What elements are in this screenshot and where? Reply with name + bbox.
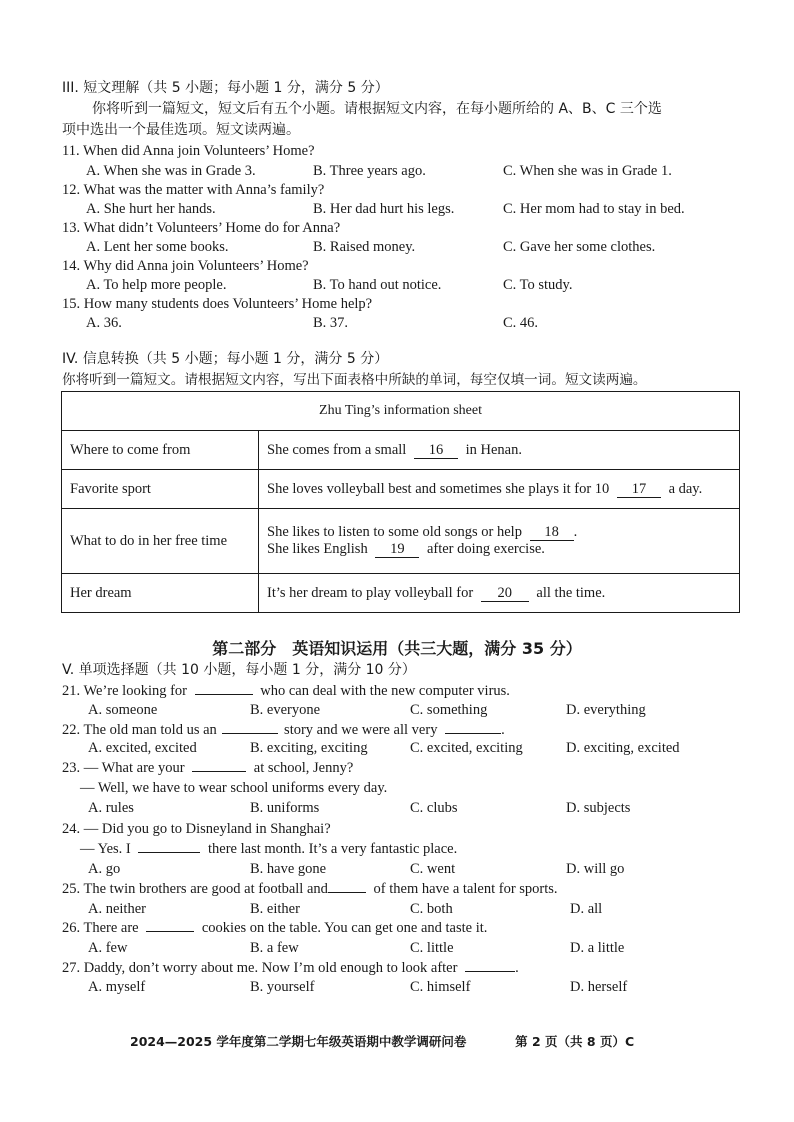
q27-text-pre: 27. Daddy, don’t worry about me. Now I’m old enough to look after [62, 960, 458, 976]
q11-option-a: A. When she was in Grade 3. [86, 163, 256, 179]
blank-18: 18 [530, 525, 574, 541]
q21-blank [195, 694, 253, 695]
q24-option-b: B. have gone [250, 861, 327, 877]
q23-text-post: at school, Jenny? [253, 760, 354, 776]
row2-text-post: a day. [668, 480, 703, 497]
row-value-free-time [259, 509, 740, 574]
q26-text-pre: 26. There are [62, 920, 139, 936]
q23-text-pre: 23. — What are your [62, 760, 185, 776]
q24-text-pre: — Yes. I [80, 841, 131, 857]
q22-option-c: C. excited, exciting [410, 740, 523, 756]
row-label-where-from: Where to come from [62, 431, 259, 470]
row-value-favorite-sport [259, 470, 740, 509]
row3-text-post1: . [573, 524, 578, 540]
q22-text-mid: story and we were all very [284, 722, 438, 738]
q27-text-post: . [515, 960, 519, 976]
row-label-dream: Her dream [62, 574, 259, 613]
q25-option-a: A. neither [88, 901, 146, 917]
section4-intro: 你将听到一篇短文。请根据短文内容，写出下面表格中所缺的单词，每空仅填一词。短文读两遍。 [62, 372, 647, 388]
q12-option-c: C. Her mom had to stay in bed. [503, 201, 685, 217]
question-26 [62, 919, 487, 937]
q23-response: — Well, we have to wear school uniforms every day. [80, 780, 388, 796]
row-value-dream [259, 574, 740, 613]
question-15: 15. How many students does Volunteers’ Home help? [62, 296, 373, 312]
row3-text-post2: after doing exercise. [426, 541, 545, 557]
question-12: 12. What was the matter with Anna’s family? [62, 182, 325, 198]
q25-blank [328, 892, 366, 893]
q27-option-c: C. himself [410, 979, 471, 995]
q26-text-post: cookies on the table. You can get one and taste it. [201, 920, 488, 936]
q22-blank-2 [445, 733, 501, 734]
q22-text-pre: 22. The old man told us an [62, 722, 217, 738]
blank-17: 17 [617, 482, 661, 498]
q26-blank [146, 931, 194, 932]
q22-text-post: . [501, 722, 505, 738]
row1-text-post: in Henan. [465, 441, 522, 458]
question-24: 24. — Did you go to Disneyland in Shanghai? [62, 821, 331, 837]
row2-text-pre: She loves volleyball best and sometimes she plays it for 10 [267, 480, 610, 497]
q26-option-d: D. a little [570, 940, 625, 956]
section3-intro-line1: 你将听到一篇短文，短文后有五个小题。请根据短文内容，在每小题所给的 A、B、C 三个选 [92, 101, 662, 117]
q25-text-post: of them have a talent for sports. [373, 881, 558, 897]
q23-option-d: D. subjects [566, 800, 631, 816]
q12-option-a: A. She hurt her hands. [86, 201, 216, 217]
q21-option-b: B. everyone [250, 702, 321, 718]
q14-option-c: C. To study. [503, 277, 573, 293]
q14-option-a: A. To help more people. [86, 277, 227, 293]
question-25 [62, 880, 558, 898]
q24-text-post: there last month. It’s a very fantastic place. [208, 841, 458, 857]
q23-option-c: C. clubs [410, 800, 458, 816]
question-22 [62, 721, 505, 739]
q21-option-a: A. someone [88, 702, 158, 718]
row-value-where-from [259, 431, 740, 470]
blank-19: 19 [375, 542, 419, 558]
q15-option-a: A. 36. [86, 315, 122, 331]
q27-option-a: A. myself [88, 979, 146, 995]
question-21 [62, 682, 510, 700]
q22-blank-1 [222, 733, 278, 734]
q21-text-post: who can deal with the new computer virus. [260, 683, 510, 699]
q22-option-d: D. exciting, excited [566, 740, 680, 756]
q21-option-c: C. something [410, 702, 488, 718]
information-sheet-table [61, 391, 740, 613]
q26-option-a: A. few [88, 940, 128, 956]
row4-text-post: all the time. [536, 584, 606, 601]
part2-title: 第二部分 英语知识运用（共三大题，满分 35 分） [212, 639, 582, 658]
q24-option-a: A. go [88, 861, 121, 877]
question-27 [62, 959, 519, 977]
q11-option-c: C. When she was in Grade 1. [503, 163, 672, 179]
section5-header: V. 单项选择题（共 10 小题，每小题 1 分，满分 10 分） [62, 662, 416, 678]
q25-text-pre: 25. The twin brothers are good at football and [62, 881, 328, 897]
question-14: 14. Why did Anna join Volunteers’ Home? [62, 258, 309, 274]
question-23 [62, 759, 353, 777]
footer-title: 2024—2025 学年度第二学期七年级英语期中教学调研问卷 [130, 1034, 467, 1049]
q21-text-pre: 21. We’re looking for [62, 683, 188, 699]
footer-page-number: 第 2 页（共 8 页）C [515, 1034, 635, 1049]
q25-option-c: C. both [410, 901, 453, 917]
q13-option-a: A. Lent her some books. [86, 239, 229, 255]
section3-intro-line2: 项中选出一个最佳选项。短文读两遍。 [62, 122, 300, 138]
row-label-free-time: What to do in her free time [62, 509, 259, 574]
q14-option-b: B. To hand out notice. [313, 277, 442, 293]
q24-response [80, 840, 457, 858]
q24-option-d: D. will go [566, 861, 625, 877]
section3-header: III. 短文理解（共 5 小题；每小题 1 分，满分 5 分） [62, 80, 389, 96]
row3-text-pre1: She likes to listen to some old songs or help [267, 524, 522, 540]
q26-option-b: B. a few [250, 940, 299, 956]
question-11: 11. When did Anna join Volunteers’ Home? [62, 143, 315, 159]
row-label-favorite-sport: Favorite sport [62, 470, 259, 509]
q24-blank [138, 852, 200, 853]
blank-20: 20 [481, 586, 529, 602]
q21-option-d: D. everything [566, 702, 646, 718]
q23-option-b: B. uniforms [250, 800, 320, 816]
page-footer [130, 1032, 634, 1050]
q12-option-b: B. Her dad hurt his legs. [313, 201, 455, 217]
q15-option-c: C. 46. [503, 315, 539, 331]
blank-16: 16 [414, 443, 458, 459]
section4-header: IV. 信息转换（共 5 小题；每小题 1 分，满分 5 分） [62, 351, 389, 367]
q25-option-b: B. either [250, 901, 300, 917]
q15-option-b: B. 37. [313, 315, 349, 331]
table-title: Zhu Ting’s information sheet [62, 392, 740, 431]
q22-option-b: B. exciting, exciting [250, 740, 368, 756]
q27-option-d: D. herself [570, 979, 628, 995]
q26-option-c: C. little [410, 940, 454, 956]
q27-blank [465, 971, 515, 972]
q22-option-a: A. excited, excited [88, 740, 197, 756]
q13-option-c: C. Gave her some clothes. [503, 239, 656, 255]
q25-option-d: D. all [570, 901, 603, 917]
row4-text-pre: It’s her dream to play volleyball for [267, 584, 474, 601]
q27-option-b: B. yourself [250, 979, 315, 995]
question-13: 13. What didn’t Volunteers’ Home do for Anna? [62, 220, 341, 236]
q13-option-b: B. Raised money. [313, 239, 416, 255]
q11-option-b: B. Three years ago. [313, 163, 426, 179]
row3-text-pre2: She likes English [267, 541, 368, 557]
q24-option-c: C. went [410, 861, 456, 877]
row1-text-pre: She comes from a small [267, 441, 407, 458]
q23-blank [192, 771, 246, 772]
q23-option-a: A. rules [88, 800, 134, 816]
